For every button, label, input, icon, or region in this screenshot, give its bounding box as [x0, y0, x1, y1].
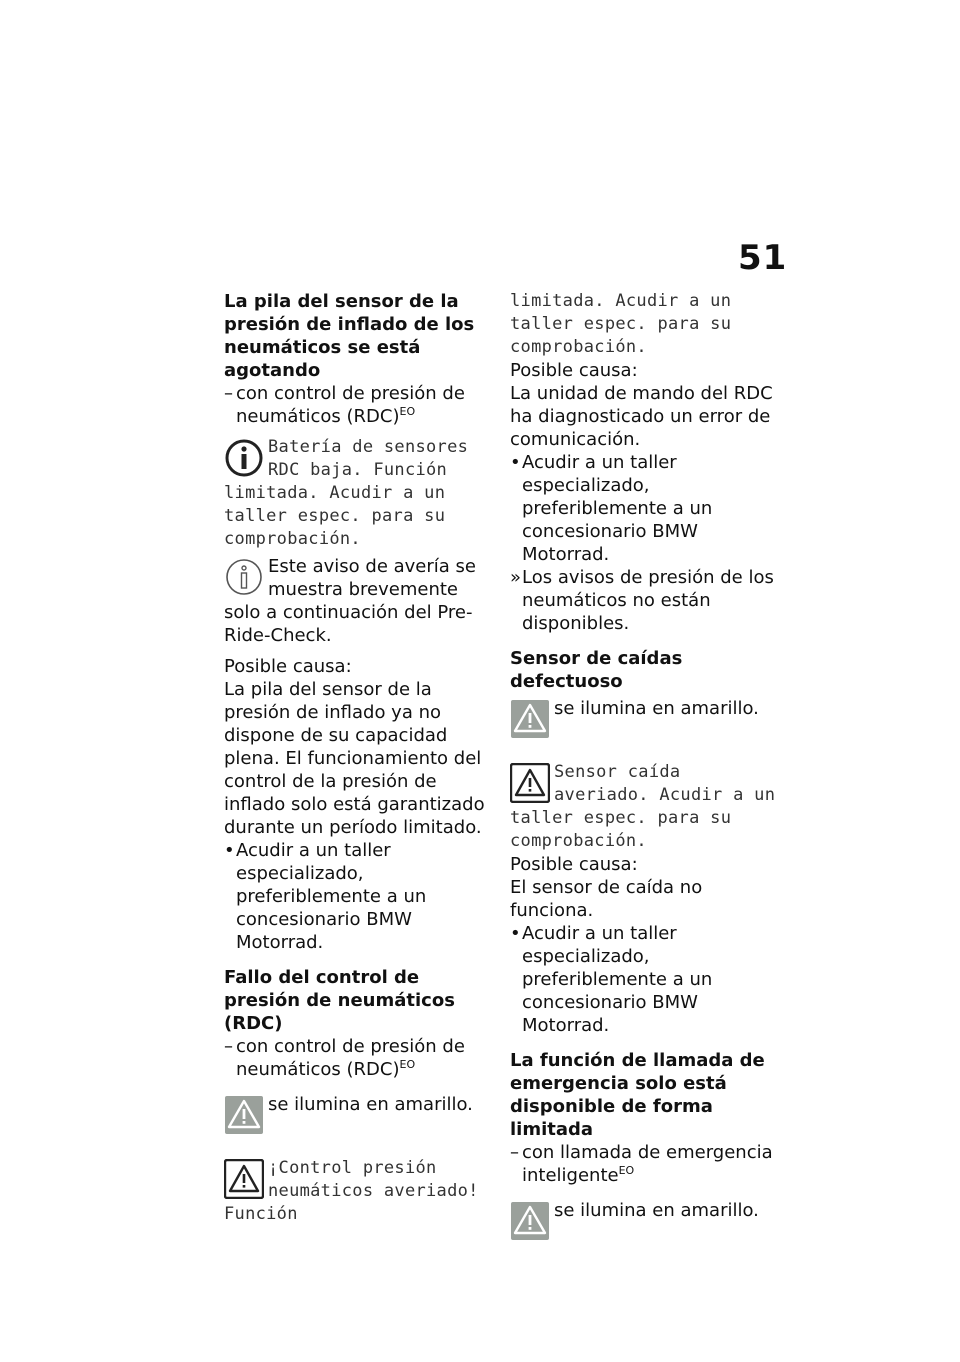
result-marker: » — [510, 567, 522, 588]
condition-line — [510, 1141, 785, 1187]
condition-text: con control de presión de neumáticos (RDC) — [236, 383, 465, 427]
cause-label: Posible causa: — [510, 854, 638, 875]
condition-text: con control de presión de neumáticos (RDC) — [236, 1036, 465, 1080]
condition-text: con llamada de emergencia inteligente — [522, 1142, 773, 1186]
left-column — [224, 290, 496, 1226]
info-icon — [224, 438, 264, 478]
cause-text: La unidad de mando del RDC ha diagnosticado un error de comunicación. — [510, 383, 773, 450]
action-text: Acudir a un taller especializado, preferiblemente a un concesionario BMW Motorrad. — [522, 452, 713, 565]
warning-lamp-icon — [224, 1095, 264, 1135]
warning-triangle-icon — [224, 1159, 264, 1199]
display-message: ¡Control presión neumáticos averiado! Función — [224, 1158, 479, 1224]
display-message: Sensor caída averiado. Acudir a un taller espec. para su comprobación. — [510, 762, 776, 851]
dash-marker: – — [224, 383, 233, 404]
condition-line — [224, 1035, 496, 1081]
bullet-marker: • — [510, 452, 521, 473]
condition-line — [224, 382, 496, 428]
right-column — [510, 290, 785, 1241]
section-heading-tpms-battery: La pila del sensor de la presión de inflado de los neumáticos se está agotando — [224, 291, 475, 381]
note-icon — [224, 557, 264, 597]
optional-equipment-mark: EO — [399, 405, 416, 418]
dash-marker: – — [510, 1142, 519, 1163]
cause-text: El sensor de caída no funciona. — [510, 877, 703, 921]
dash-marker: – — [224, 1036, 233, 1057]
result-text: Los avisos de presión de los neumáticos no están disponibles. — [522, 567, 774, 634]
warning-lamp-icon — [510, 1201, 550, 1241]
bullet-marker: • — [510, 923, 521, 944]
action-item — [224, 839, 496, 954]
result-item — [510, 566, 785, 635]
warning-lamp-icon — [510, 699, 550, 739]
bullet-marker: • — [224, 840, 235, 861]
cause-text: La pila del sensor de la presión de inflado ya no dispone de su capacidad plena. El funcionamiento del control de la presión de inflado solo está garantizado durante un período limitado. — [224, 679, 485, 838]
action-item — [510, 451, 785, 566]
warning-triangle-icon — [510, 763, 550, 803]
action-text: Acudir a un taller especializado, preferiblemente a un concesionario BMW Motorrad. — [522, 923, 713, 1036]
note-text: Este aviso de avería se muestra brevemente solo a continuación del Pre-Ride-Check. — [224, 556, 476, 646]
section-heading-emergency-call: La función de llamada de emergencia solo está disponible de forma limitada — [510, 1050, 765, 1140]
lamp-status: se ilumina en amarillo. — [554, 1200, 759, 1221]
section-heading-fall-sensor: Sensor de caídas defectuoso — [510, 648, 683, 692]
display-message-continued: limitada. Acudir a un taller espec. para su comprobación. — [510, 291, 732, 357]
action-item — [510, 922, 785, 1037]
lamp-status: se ilumina en amarillo. — [268, 1094, 473, 1115]
optional-equipment-mark: EO — [618, 1164, 635, 1177]
lamp-status: se ilumina en amarillo. — [554, 698, 759, 719]
cause-label: Posible causa: — [510, 360, 638, 381]
page-number: 51 — [738, 238, 788, 278]
section-heading-rdc-failure: Fallo del control de presión de neumáticos (RDC) — [224, 967, 455, 1034]
action-text: Acudir a un taller especializado, preferiblemente a un concesionario BMW Motorrad. — [236, 840, 427, 953]
display-message: Batería de sensores RDC baja. Función limitada. Acudir a un taller espec. para su comprobación. — [224, 437, 469, 549]
optional-equipment-mark: EO — [399, 1058, 416, 1071]
cause-label: Posible causa: — [224, 656, 352, 677]
